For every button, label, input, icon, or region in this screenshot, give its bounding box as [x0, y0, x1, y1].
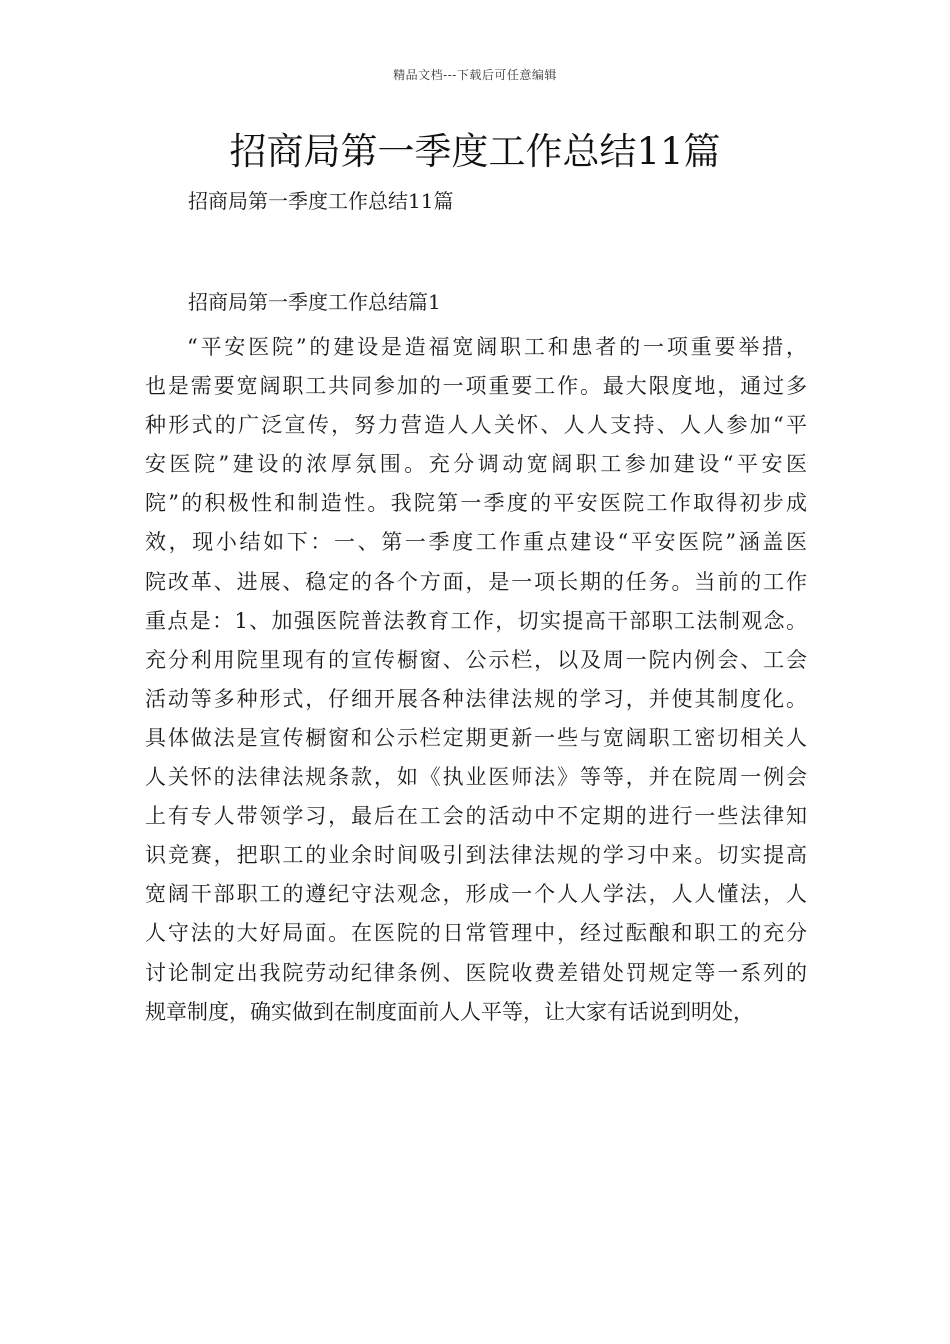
page-header: 精品文档---下载后可任意编辑	[393, 68, 557, 82]
paragraph-line: 院改革、进展、稳定的各个方面，是一项长期的任务。当前的工作	[145, 569, 807, 594]
paragraph-line: 活动等多种形式，仔细开展各种法律法规的学习，并使其制度化。	[145, 686, 807, 711]
paragraph-line: 人关怀的法律法规条款，如《执业医师法》等等，并在院周一例会	[145, 765, 807, 790]
paragraph-line: 种形式的广泛宣传，努力营造人人关怀、人人支持、人人参加“平	[145, 413, 807, 438]
document-title: 招商局第一季度工作总结11篇	[229, 130, 721, 173]
paragraph-line: 上有专人带领学习，最后在工会的活动中不定期的进行一些法律知	[145, 804, 807, 829]
paragraph-line: 识竞赛，把职工的业余时间吸引到法律法规的学习中来。切实提高	[145, 843, 807, 868]
paragraph-line: 院”的积极性和制造性。我院第一季度的平安医院工作取得初步成	[145, 491, 807, 516]
paragraph-line: 宽阔干部职工的遵纪守法观念，形成一个人人学法，人人懂法，人	[145, 882, 807, 907]
paragraph-line: 重点是：1、加强医院普法教育工作，切实提高干部职工法制观念。	[145, 608, 807, 633]
paragraph-line: 效，现小结如下：一、第一季度工作重点建设“平安医院”涵盖医	[145, 530, 807, 555]
paragraph-line: 人守法的大好局面。在医院的日常管理中，经过酝酿和职工的充分	[145, 921, 807, 946]
document-subtitle: 招商局第一季度工作总结11篇	[188, 189, 454, 213]
paragraph-line: 安医院”建设的浓厚氛围。充分调动宽阔职工参加建设“平安医	[145, 452, 807, 477]
section-heading: 招商局第一季度工作总结篇1	[188, 290, 441, 314]
paragraph-line: 具体做法是宣传橱窗和公示栏定期更新一些与宽阔职工密切相关人	[145, 725, 807, 750]
paragraph-line: 也是需要宽阔职工共同参加的一项重要工作。最大限度地，通过多	[145, 374, 807, 399]
paragraph-line: 充分利用院里现有的宣传橱窗、公示栏，以及周一院内例会、工会	[145, 647, 807, 672]
body-paragraph	[145, 328, 807, 1032]
paragraph-line: 讨论制定出我院劳动纪律条例、医院收费差错处罚规定等一系列的	[145, 960, 807, 985]
paragraph-line: “平安医院”的建设是造福宽阔职工和患者的一项重要举措，	[187, 335, 807, 359]
paragraph-line: 规章制度，确实做到在制度面前人人平等，让大家有话说到明处，	[145, 999, 754, 1024]
